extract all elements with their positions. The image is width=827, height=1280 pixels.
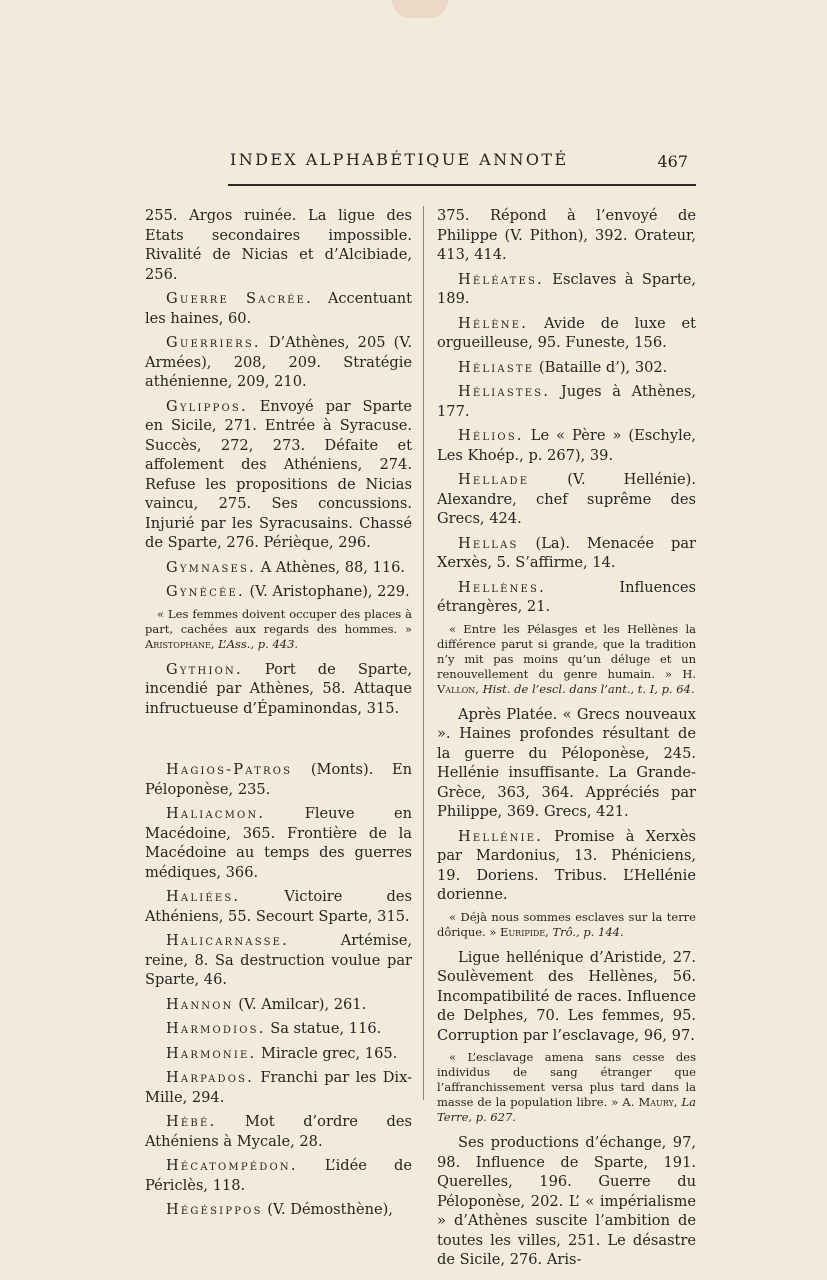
column-divider <box>423 206 424 1100</box>
headword: Hécatompédon. <box>166 1157 298 1174</box>
headword: Hégésippos <box>166 1201 263 1218</box>
headword: Hagios-Patros <box>166 761 293 778</box>
quote-source: Aristophane, <box>145 636 215 651</box>
headword: Héliastes. <box>458 383 551 400</box>
entry-paragraph: Après Platée. « Grecs nouveaux ». Haines profondes résultant de la guerre du Péloponèse, 245. Hellénie insuffisante. La Grande-Grèce, 363, 364. Appréciés par Philippe, 369. Grecs, 421. <box>437 705 696 820</box>
index-entry: Gythion. Port de Sparte, incendié par Athènes, 58. Attaque infructueuse d’Épaminondas, 315. <box>145 660 412 717</box>
headword: Hélène. <box>458 314 529 332</box>
index-entry: Hellade (V. Hellénie). Alexandre, chef suprême des Grecs, 424. <box>437 471 696 527</box>
headword: Hellènes. <box>458 578 546 596</box>
index-entry: Guerre Sacrée. Accentuant les haines, 60. <box>145 290 412 327</box>
index-entry: Harmodios. Sa statue, 116. <box>166 1020 382 1037</box>
quote-source: H. Vallon, <box>437 666 697 696</box>
headword: Hannon <box>166 995 234 1013</box>
index-entry: Hannon (V. Amilcar), 261. <box>166 995 367 1013</box>
index-entry: Hellènes. Influences étrangères, 21. <box>437 578 696 615</box>
headword: Harmonie. <box>166 1044 257 1062</box>
quote-ref: La Terre, p. 627. <box>437 1095 697 1124</box>
quote-ref: Trô., p. 144. <box>552 924 624 939</box>
left-column <box>145 206 412 1225</box>
index-entry: Hélène. Avide de luxe et orgueilleuse, 95. Funeste, 156. <box>437 314 696 351</box>
entry-paragraph: Ses productions d’échange, 97, 98. Influence de Sparte, 191. Querelles, 196. Guerre du Péloponèse, 202. L’ « impérialisme » d’Athènes suscite l’ambition de toutes les villes, 251. Le désastre de Sicile, 276. Aris- <box>437 1134 696 1268</box>
quotation: « L’esclavage amena sans cesse des individus de sang étranger que l’affranchissement versa plus tard dans la masse de la population libre. » A. Maury, La Terre, p. 627. <box>437 1050 697 1124</box>
headword: Guerriers. <box>166 334 261 351</box>
index-entry: Héliaste (Bataille d’), 302. <box>458 358 668 376</box>
index-entry: 375. Répond à l’envoyé de Philippe (V. Pithon), 392. Orateur, 413, 414. <box>437 207 696 263</box>
index-entry: Harpados. Franchi par les Dix-Mille, 294. <box>145 1069 413 1106</box>
headword: Héléates. <box>458 270 544 288</box>
quote-ref: Hist. de l’escl. dans l’ant., t. I, p. 64. <box>482 681 695 696</box>
quote-source: A. Maury, <box>622 1095 678 1109</box>
index-entry: 255. Argos ruinée. La ligue des Etats secondaires impossible. Rivalité de Nicias et d’Alcibiade, 256. <box>145 207 412 283</box>
headword: Hellade <box>458 471 530 488</box>
header-rule <box>228 184 696 186</box>
headword: Héliaste <box>458 358 535 376</box>
headword: Hellas <box>458 534 519 552</box>
index-entry: Héliastes. Juges à Athènes, 177. <box>437 383 697 420</box>
headword: Gymnases. <box>166 558 256 576</box>
index-entry: Halicarnasse. Artémise, reine, 8. Sa destruction voulue par Sparte, 46. <box>145 932 412 988</box>
index-entry: Gylippos. Envoyé par Sparte en Sicile, 271. Entrée à Syracuse. Succès, 272, 273. Défaite et affolement des Athéniens, 274. Refuse les propositions de Nicias vaincu, 275. Ses concussions. Injurié par les Syracusains. Chassé de Sparte, 276. Périèque, 296. <box>145 397 413 551</box>
headword: Hébé. <box>166 1113 217 1130</box>
quotation: « Entre les Pélasges et les Hellènes la différence parut si grande, que la tradition n’y mit pas moins qu’un déluge et un renouvellement du genre humain. » H. Vallon, Hist. de l’escl. dans l’ant., t. I, p. 64. <box>437 621 697 696</box>
index-entry: Héléates. Esclaves à Sparte, 189. <box>437 270 696 307</box>
headword: Harmodios. <box>166 1020 266 1037</box>
index-entry: Harmonie. Miracle grec, 165. <box>166 1044 398 1062</box>
index-entry: Haliacmon. Fleuve en Macédoine, 365. Frontière de la Macédoine au temps des guerres médiques, 366. <box>145 805 412 881</box>
index-entry: Gymnases. A Athènes, 88, 116. <box>166 558 406 576</box>
page-number: 467 <box>657 152 688 171</box>
entry-paragraph: Ligue hellénique d’Aristide, 27. Soulèvement des Hellènes, 56. Incompatibilité de races. Influence de Delphes, 70. Les femmes, 95. Corruption par l’esclavage, 96, 97. <box>437 948 696 1044</box>
index-entry: Hégésippos (V. Démosthène), <box>166 1201 393 1218</box>
headword: Gynécée. <box>166 583 245 600</box>
quote-ref: L’Ass., p. 443. <box>218 636 299 651</box>
index-entry: Hellas (La). Menacée par Xerxès, 5. S’affirme, 14. <box>437 534 697 571</box>
index-entry: Hagios-Patros (Monts). En Péloponèse, 235. <box>145 761 412 798</box>
index-entry: Hellénie. Promise à Xerxès par Mardonius, 13. Phéniciens, 19. Doriens. Tribus. L’Hellénie dorienne. <box>437 827 696 903</box>
quotation: « Les femmes doivent occuper des places à part, cachées aux regards des hommes. » Aristophane, L’Ass., p. 443. <box>145 606 412 651</box>
index-entry: Guerriers. D’Athènes, 205 (V. Armées), 208, 209. Stratégie athénienne, 209, 210. <box>145 334 412 390</box>
headword: Hélios. <box>458 427 524 444</box>
right-column <box>437 206 696 1275</box>
headword: Hellénie. <box>458 827 544 845</box>
headword: Guerre Sacrée. <box>166 290 314 307</box>
index-entry: Hécatompédon. L’idée de Périclès, 118. <box>145 1157 413 1194</box>
headword: Haliacmon. <box>166 805 266 822</box>
headword: Gythion. <box>166 660 243 678</box>
index-entry: Gynécée. (V. Aristophane), 229. <box>166 583 410 600</box>
quotation: « Déjà nous sommes esclaves sur la terre dôrique. » Euripide, Trô., p. 144. <box>437 909 696 939</box>
index-entry: Haliées. Victoire des Athéniens, 55. Secourt Sparte, 315. <box>145 888 412 925</box>
page-header <box>230 150 688 180</box>
headword: Gylippos. <box>166 397 248 415</box>
paper-stain <box>392 0 448 18</box>
headword: Halicarnasse. <box>166 932 289 949</box>
index-entry: Hébé. Mot d’ordre des Athéniens à Mycale, 28. <box>145 1113 412 1150</box>
index-entry: Hélios. Le « Père » (Eschyle, Les Khoép., p. 267), 39. <box>437 427 697 464</box>
running-title: INDEX ALPHABÉTIQUE ANNOTÉ <box>230 150 569 169</box>
quote-source: Euripide, <box>500 924 549 939</box>
headword: Harpados. <box>166 1069 255 1086</box>
headword: Haliées. <box>166 888 241 905</box>
